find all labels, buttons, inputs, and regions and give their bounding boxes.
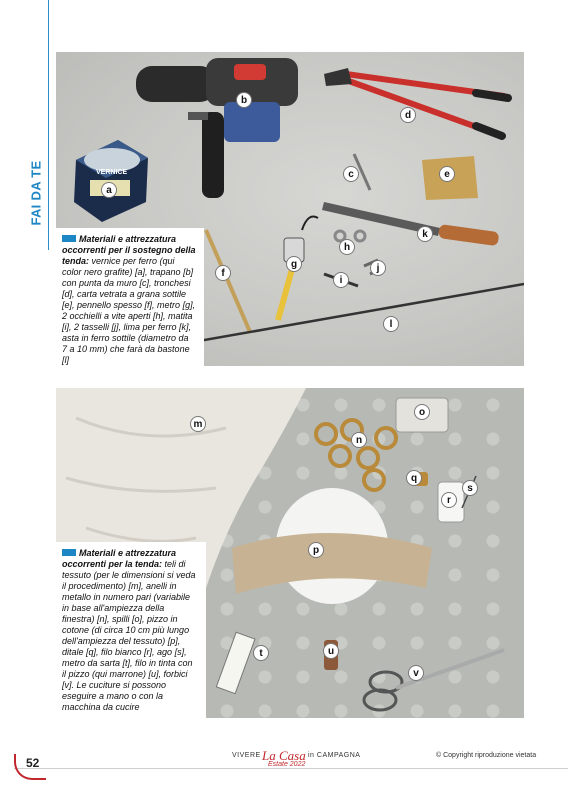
- caption-marker: [62, 549, 76, 556]
- caption-title: Materiali e attrezzatura occorrenti per la tenda:: [62, 548, 177, 569]
- caption-marker: [62, 235, 76, 242]
- copyright-notice: © Copyright riproduzione vietata: [436, 752, 537, 759]
- marker-k: k: [417, 226, 433, 242]
- sewing-tape-image: [216, 632, 255, 693]
- marker-r: r: [441, 492, 457, 508]
- marker-a: a: [101, 182, 117, 198]
- marker-f: f: [215, 265, 231, 281]
- marker-c: c: [343, 166, 359, 182]
- marker-l: l: [383, 316, 399, 332]
- magazine-name: La Casa: [262, 748, 306, 763]
- marker-t: t: [253, 645, 269, 661]
- brush-image: [206, 230, 250, 332]
- marker-h: h: [339, 239, 355, 255]
- drill-image: [136, 58, 298, 198]
- tools-caption: [56, 228, 204, 366]
- caption-title: Materiali e attrezzatura occorrenti per il sostegno della tenda:: [62, 234, 196, 266]
- marker-e: e: [439, 166, 455, 182]
- metal-rings-image: [316, 420, 396, 490]
- marker-p: p: [308, 542, 324, 558]
- marker-s: s: [462, 480, 478, 496]
- marker-v: v: [408, 665, 424, 681]
- marker-b: b: [236, 92, 252, 108]
- caption-body: vernice per ferro (qui color nero grafite) [a], trapano [b] con punta da muro [c], tronchesi [d], carta vetrata a grana sottile [e], pennello spesso [f], metro [g], 2 occhielli a vite aperti [h], matita [i], 2 tasselli [j], lima per ferro [k], asta in ferro sottile (diametro da 7 a 10 mm) che farà da bastone [l]: [62, 256, 196, 365]
- marker-g: g: [286, 256, 302, 272]
- marker-d: d: [400, 107, 416, 123]
- bolt-cutter-image: [324, 68, 508, 136]
- scissors-image: [364, 650, 504, 710]
- marker-n: n: [351, 432, 367, 448]
- side-rule: [48, 0, 49, 250]
- marker-q: q: [406, 470, 422, 486]
- curtain-caption: [56, 542, 206, 718]
- magazine-footer: [232, 749, 432, 773]
- section-tab: FAI DA TE: [28, 160, 44, 226]
- marker-u: u: [323, 643, 339, 659]
- issue-label: Estate 2022: [268, 761, 306, 768]
- magazine-suffix: in CAMPAGNA: [308, 752, 361, 759]
- marker-j: j: [370, 260, 386, 276]
- caption-body: teli di tessuto (per le dimensioni si veda il procedimento) [m], anelli in metallo in numero pari (variabile in base all'ampiezza della finestra) [n], spilli [o], pizzo in cotone (di circa 10 cm più lungo dell'ampiezza del tessuto) [p], ditale [q], filo bianco [r], ago [s], metro da sarta [t], filo in tinta con il pizzo (qui marrone) [u], forbici [v]. Le cuciture si possono eseguire a mano o con la macchina da cucire: [62, 559, 196, 712]
- paint-can-image: [74, 140, 148, 222]
- magazine-prefix: VIVERE: [232, 752, 261, 759]
- marker-o: o: [414, 404, 430, 420]
- page-number: 52: [14, 754, 46, 780]
- marker-i: i: [333, 272, 349, 288]
- svg-text:VERNICE: VERNICE: [96, 169, 128, 176]
- marker-m: m: [190, 416, 206, 432]
